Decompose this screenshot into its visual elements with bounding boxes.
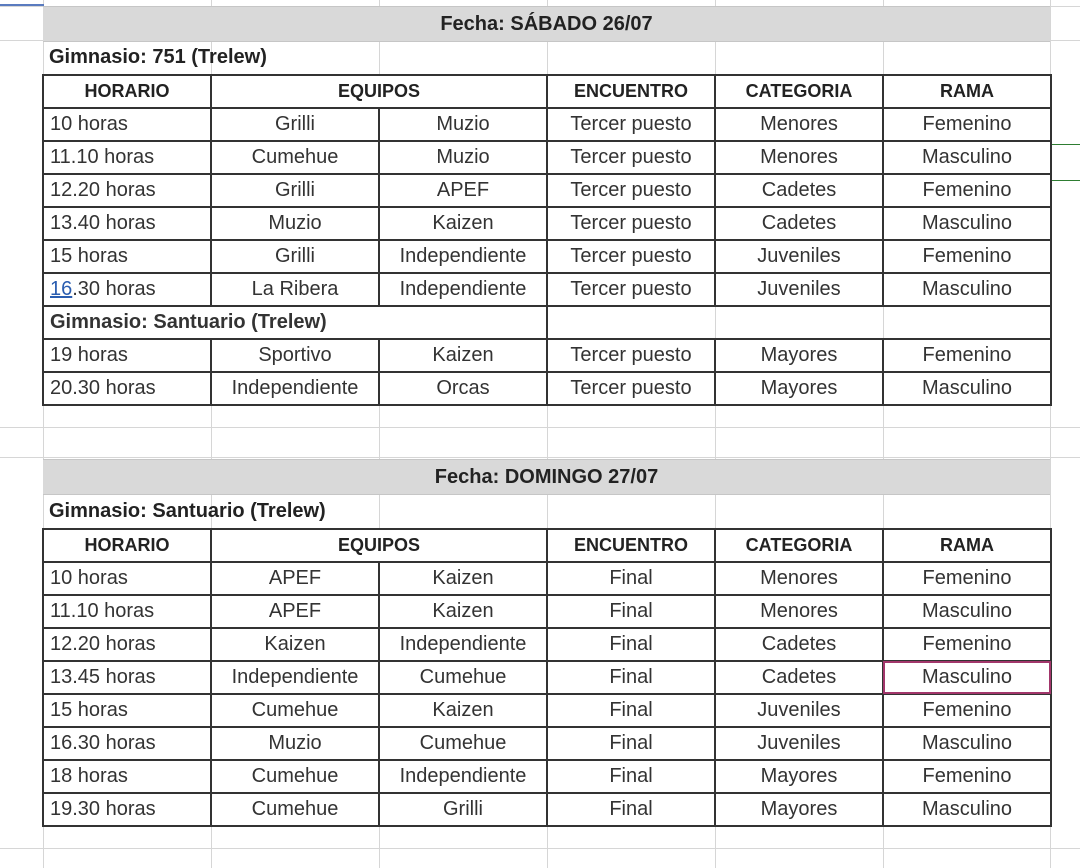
table-row: 10 horas Grilli Muzio Tercer puesto Menores Femenino — [43, 108, 1051, 141]
active-cell-indicator — [1050, 144, 1080, 181]
gym-label-santuario: Gimnasio: Santuario (Trelew) — [43, 306, 547, 339]
gym-row-santuario — [43, 306, 1051, 339]
table-row: 12.20 horas Grilli APEF Tercer puesto Cadetes Femenino — [43, 174, 1051, 207]
gym-label-751: Gimnasio: 751 (Trelew) — [49, 46, 267, 68]
table-row: 18 horas Cumehue Independiente Final Mayores Femenino — [43, 760, 1051, 793]
gym-label-santuario-sunday: Gimnasio: Santuario (Trelew) — [49, 500, 326, 522]
table-row: 12.20 horas Kaizen Independiente Final Cadetes Femenino — [43, 628, 1051, 661]
table-row: 11.10 horas Cumehue Muzio Tercer puesto Menores Masculino — [43, 141, 1051, 174]
col-header-categoria: CATEGORIA — [715, 529, 883, 562]
table-row: 15 horas Grilli Independiente Tercer puesto Juveniles Femenino — [43, 240, 1051, 273]
schedule-table-saturday — [42, 74, 1052, 406]
table-row: 16.30 horas La Ribera Independiente Tercer puesto Juveniles Masculino — [43, 273, 1051, 306]
header-row — [43, 75, 1051, 108]
col-header-rama: RAMA — [883, 529, 1051, 562]
table-row: 20.30 horas Independiente Orcas Tercer puesto Mayores Masculino — [43, 372, 1051, 405]
col-header-equipos: EQUIPOS — [211, 529, 547, 562]
table-row: 11.10 horas APEF Kaizen Final Menores Masculino — [43, 595, 1051, 628]
col-header-categoria: CATEGORIA — [715, 75, 883, 108]
header-row — [43, 529, 1051, 562]
table-row: 13.45 horas Independiente Cumehue Final Cadetes Masculino — [43, 661, 1051, 694]
col-header-horario: HORARIO — [43, 529, 211, 562]
schedule-table-sunday — [42, 528, 1052, 827]
table-row: 19.30 horas Cumehue Grilli Final Mayores Masculino — [43, 793, 1051, 826]
date-header-saturday: Fecha: SÁBADO 26/07 — [43, 6, 1050, 42]
col-header-equipos: EQUIPOS — [211, 75, 547, 108]
date-header-sunday: Fecha: DOMINGO 27/07 — [43, 459, 1050, 495]
table-row: 16.30 horas Muzio Cumehue Final Juveniles Masculino — [43, 727, 1051, 760]
table-row: 13.40 horas Muzio Kaizen Tercer puesto Cadetes Masculino — [43, 207, 1051, 240]
table-row: 15 horas Cumehue Kaizen Final Juveniles Femenino — [43, 694, 1051, 727]
col-header-horario: HORARIO — [43, 75, 211, 108]
hyperlink-time[interactable]: 16 — [50, 278, 73, 300]
table-row: 10 horas APEF Kaizen Final Menores Femenino — [43, 562, 1051, 595]
col-header-rama: RAMA — [883, 75, 1051, 108]
selected-cell[interactable]: Masculino — [883, 661, 1051, 694]
cell-selection-mark — [0, 0, 44, 6]
col-header-encuentro: ENCUENTRO — [547, 529, 715, 562]
table-row: 19 horas Sportivo Kaizen Tercer puesto Mayores Femenino — [43, 339, 1051, 372]
col-header-encuentro: ENCUENTRO — [547, 75, 715, 108]
